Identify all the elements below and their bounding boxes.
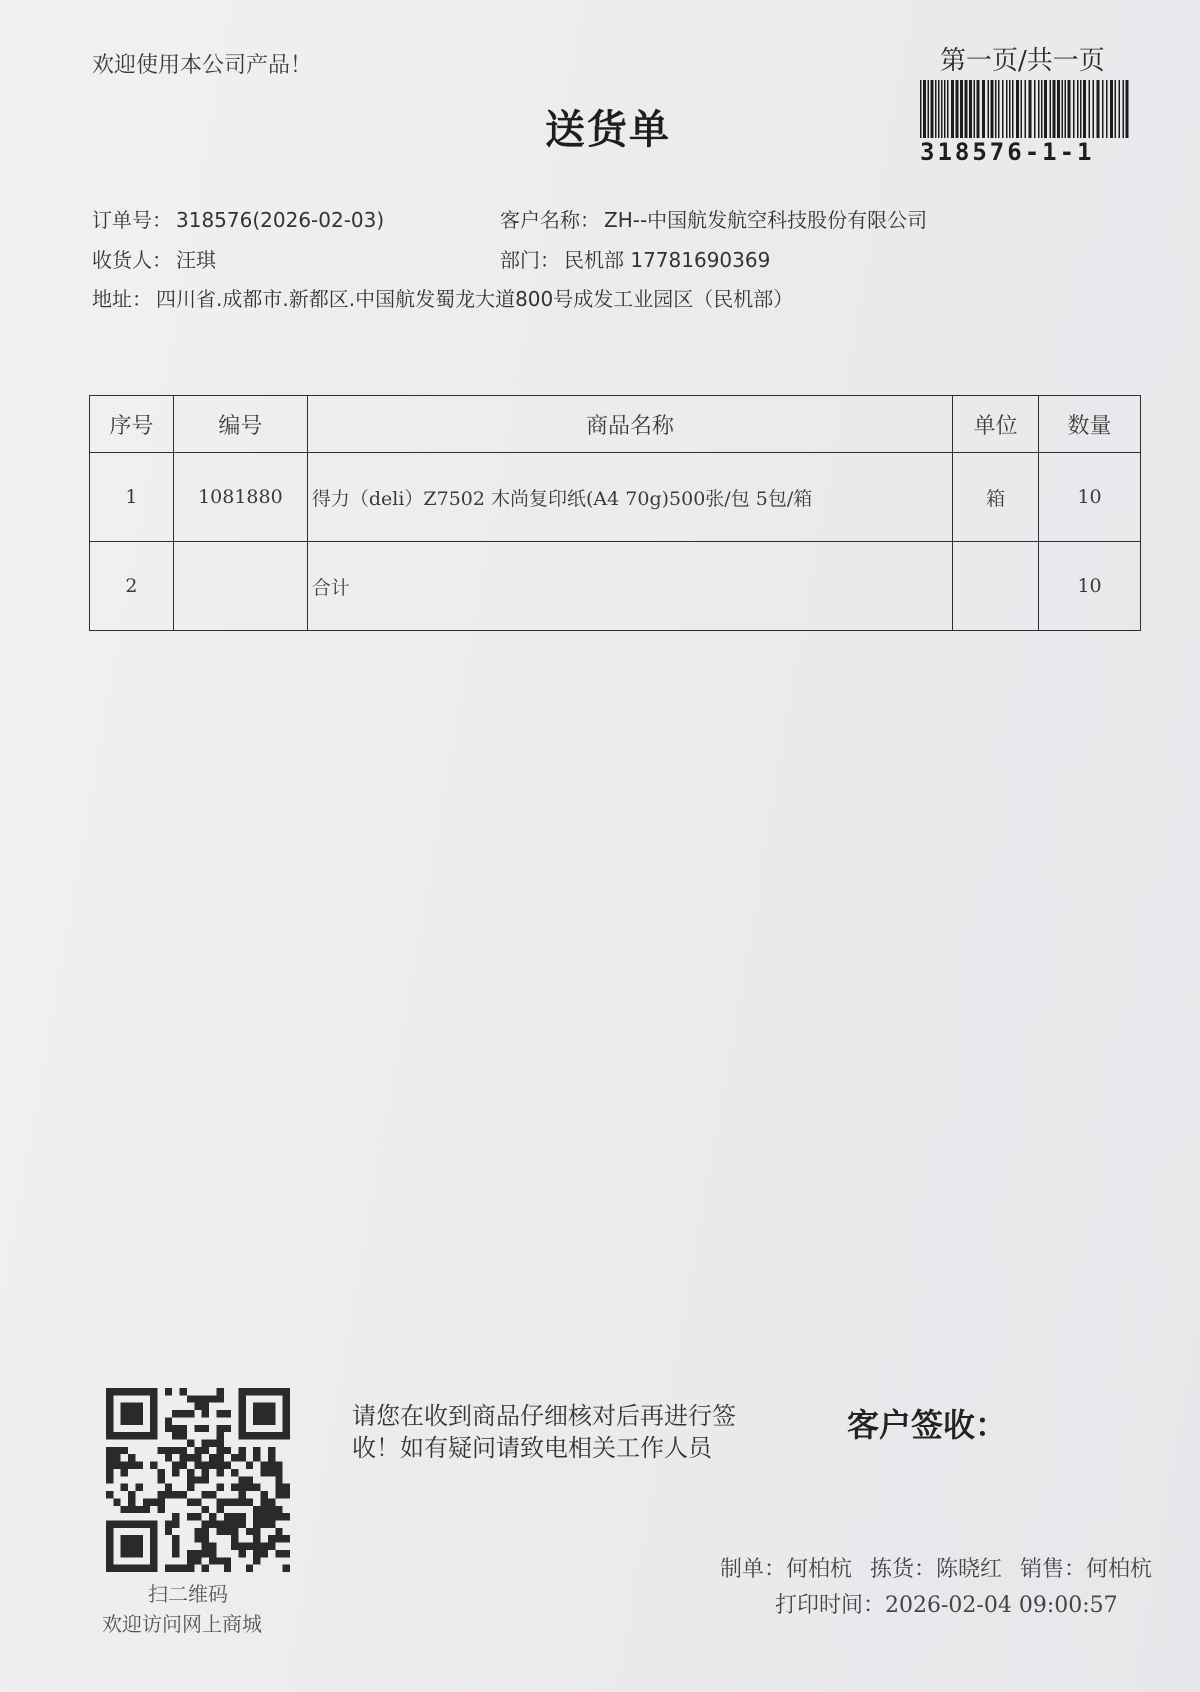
picker: 拣货：陈晓红 [870,1557,1003,1582]
receiver: 收货人： 汪琪 [92,248,216,272]
notice-text: 请您在收到商品仔细核对后再进行签收！如有疑问请致电相关工作人员 [352,1402,736,1462]
receiver-value: 汪琪 [176,248,216,272]
barcode [918,80,1133,138]
sales: 销售：何柏杭 [1020,1557,1153,1582]
maker: 制单：何柏杭 [720,1557,853,1582]
qr-caption-scan: 扫二维码 [148,1582,228,1606]
order-number: 订单号： 318576(2026-02-03) [92,208,385,232]
table-row-total [90,542,1141,631]
col-header-index: 序号 [90,396,174,453]
cell-index: 1 [90,453,174,542]
customer-signature-label: 客户签收： [847,1406,1008,1444]
cell-code: 1081880 [173,453,307,542]
cell-product-name: 得力（deli）Z7502 木尚复印纸(A4 70g)500张/包 5包/箱 [307,453,952,542]
table-header-row [90,396,1141,453]
qr-caption-mall: 欢迎访问网上商城 [102,1612,262,1636]
customer-name: 客户名称： ZH--中国航发航空科技股份有限公司 [500,208,928,232]
page-info: 第一页/共一页 [940,46,1105,76]
document-title: 送货单 [545,107,671,153]
cell-total-label: 合计 [307,542,952,631]
cell-total-quantity: 10 [1039,542,1141,631]
cell-code [173,542,307,631]
col-header-product-name: 商品名称 [307,396,952,453]
address-value: 四川省.成都市.新都区.中国航发蜀龙大道800号成发工业园区（民机部） [156,287,794,311]
items-table [89,395,1141,631]
col-header-unit: 单位 [953,396,1039,453]
table-row [90,453,1141,542]
department-value: 民机部 17781690369 [564,248,771,272]
customer-name-value: ZH--中国航发航空科技股份有限公司 [604,208,928,232]
department: 部门： 民机部 17781690369 [500,248,771,272]
cell-unit [953,542,1039,631]
order-number-value: 318576(2026-02-03) [176,208,385,232]
staff-line [720,1552,1165,1583]
cell-unit: 箱 [953,453,1039,542]
col-header-quantity: 数量 [1039,396,1141,453]
qr-code [106,1388,290,1572]
cell-index: 2 [90,542,174,631]
col-header-code: 编号 [173,396,307,453]
address: 地址： 四川省.成都市.新都区.中国航发蜀龙大道800号成发工业园区（民机部） [92,287,794,311]
welcome-text: 欢迎使用本公司产品！ [92,53,313,78]
cell-quantity: 10 [1039,453,1141,542]
barcode-number: 318576-1-1 [920,138,1095,166]
print-time: 打印时间：2026-02-04 09:00:57 [775,1593,1118,1618]
